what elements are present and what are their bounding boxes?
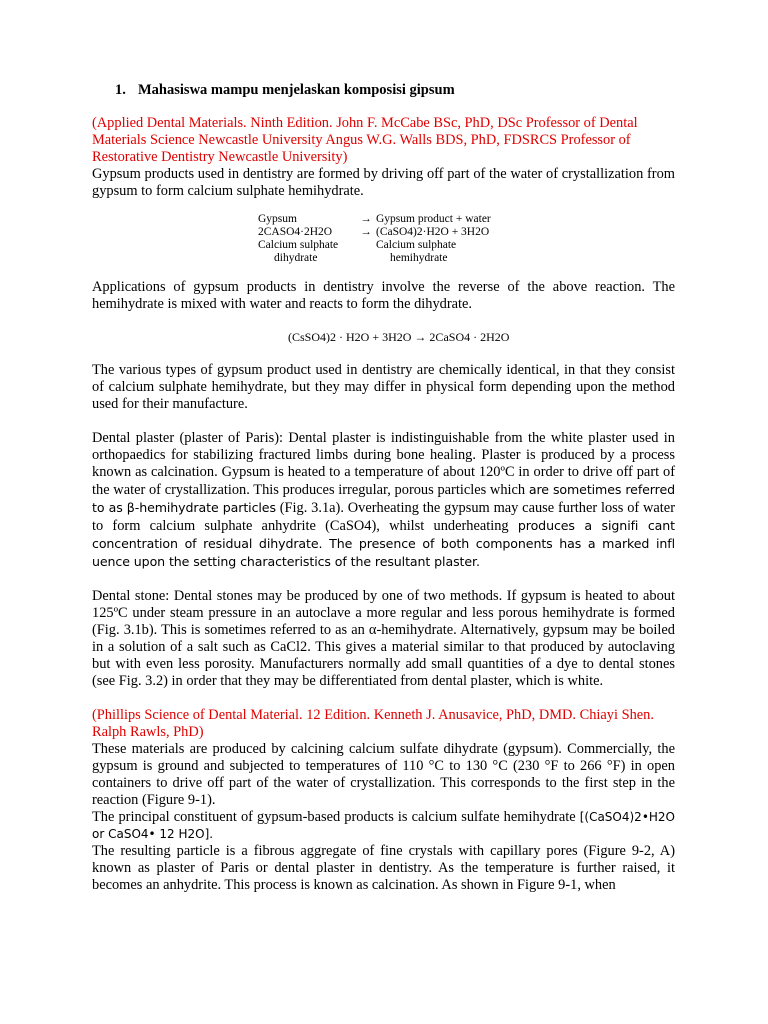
constituent-text: The principal constituent of gypsum-based products is calcium sulfate hemihydrate [92,809,576,825]
eq1-arrow-2: → [360,226,372,238]
reaction-equation-2: (CsSO4)2 · H2O + 3H2O → 2CaSO4 · 2H2O [288,330,510,344]
paragraph-dental-stone: Dental stone: Dental stones may be produced by one of two methods. If gypsum is heated to about 125ºC under steam pressure in an autoclave a more regular and less porous hemihydrate is formed (Fig. 3.1b). This is sometimes referred to as an α-hemihydrate. Alternatively, gypsum may be boiled in a solution of a salt such as CaCl2. This gives a material similar to that produced by autoclaving but with even less porosity. Manufacturers normally add small quantities of a dye to dental stones (see Fig. 3.2) in order that they may be differentiated from dental plaster, which is white. [92,588,675,689]
eq1-left-formula: 2CASO4·2H2O [258,226,333,238]
eq1-left-type: dihydrate [274,252,318,264]
eq1-right-formula: (CaSO4)2·H2O + 3H2O [376,226,490,238]
heading-text: Mahasiswa mampu menjelaskan komposisi gipsum [138,82,455,98]
plaster-text-1: Dental plaster (plaster of Paris): Dental plaster is indistinguishable from the white plaster used in orthopaedics for stabilizing fractured limbs during bone healing. Plaster is produced by a process known as calcination. Gypsum is heated to a temperature of about 120ºC in order to drive off part of the water of crystallization. This produces irregular, porous particles which [92,430,675,498]
eq1-arrow: → [360,213,372,225]
plaster-text-3: (Fig. 3.1a). Overheating the gypsum may cause further loss of water to form calcium sulphate anhydrite (CaSO4), whilst underheating [92,500,675,534]
eq1-left-name: Calcium sulphate [258,239,339,251]
constituent-formula: [(CaSO4)2•H2O or CaSO4• 12 H2O]. [92,810,675,841]
eq1-right-type: hemihydrate [390,252,448,264]
paragraph-types: The various types of gypsum product used in dentistry are chemically identical, in that they consist of calcium sulphate hemihydrate, but they may differ in physical form depending upon the method used for their manufacture. [92,362,675,412]
paragraph-gypsum-products: Gypsum products used in dentistry are formed by driving off part of the water of crystallization from gypsum to form calcium sulphate hemihydrate. [92,166,675,199]
section-heading [115,82,675,99]
reference-phillips: (Phillips Science of Dental Material. 12 Edition. Kenneth J. Anusavice, PhD, DMD. Chiayi Shen. Ralph Rawls, PhD) [92,707,654,740]
paragraph-principal-constituent [92,809,675,843]
eq1-left-label: Gypsum [258,213,297,225]
eq1-right-name: Calcium sulphate [376,239,457,251]
paragraph-calcining: These materials are produced by calcining calcium sulfate dihydrate (gypsum). Commercially, the gypsum is ground and subjected to temperatures of 110 °C to 130 °C (230 °F to 266 °F) in open containers to drive off part of the water of crystallization. This corresponds to the first step in the reaction (Figure 9-1). [92,741,675,808]
paragraph-resulting-particle: The resulting particle is a fibrous aggregate of fine crystals with capillary pores (Figure 9-2, A) known as plaster of Paris or dental plaster in dentistry. As the temperature is further raised, it becomes an anhydrite. This process is known as calcination. As shown in Figure 9-1, when [92,843,675,893]
reference-mccabe: (Applied Dental Materials. Ninth Edition. John F. McCabe BSc, PhD, DSc Professor of Dental Materials Science Newcastle University Angus W.G. Walls BDS, PhD, FDSRCS Professor of Restorative Dentistry Newcastle University) [92,115,638,165]
eq1-right-label: Gypsum product + water [376,213,491,225]
document-page [92,82,675,894]
paragraph-applications: Applications of gypsum products in dentistry involve the reverse of the above reaction. The hemihydrate is mixed with water and reacts to form the dihydrate. [92,279,675,312]
heading-number: 1. [115,82,126,98]
paragraph-dental-plaster [92,430,675,571]
plaster-text-4: produces a signifi cant concentration of residual dihydrate. The presence of both components has a marked infl uence upon the setting characteristics of the resultant plaster. [92,518,676,569]
plaster-text-2: are sometimes referred to as β-hemihydrate particles [92,482,676,515]
reaction-equation-1 [258,213,675,265]
